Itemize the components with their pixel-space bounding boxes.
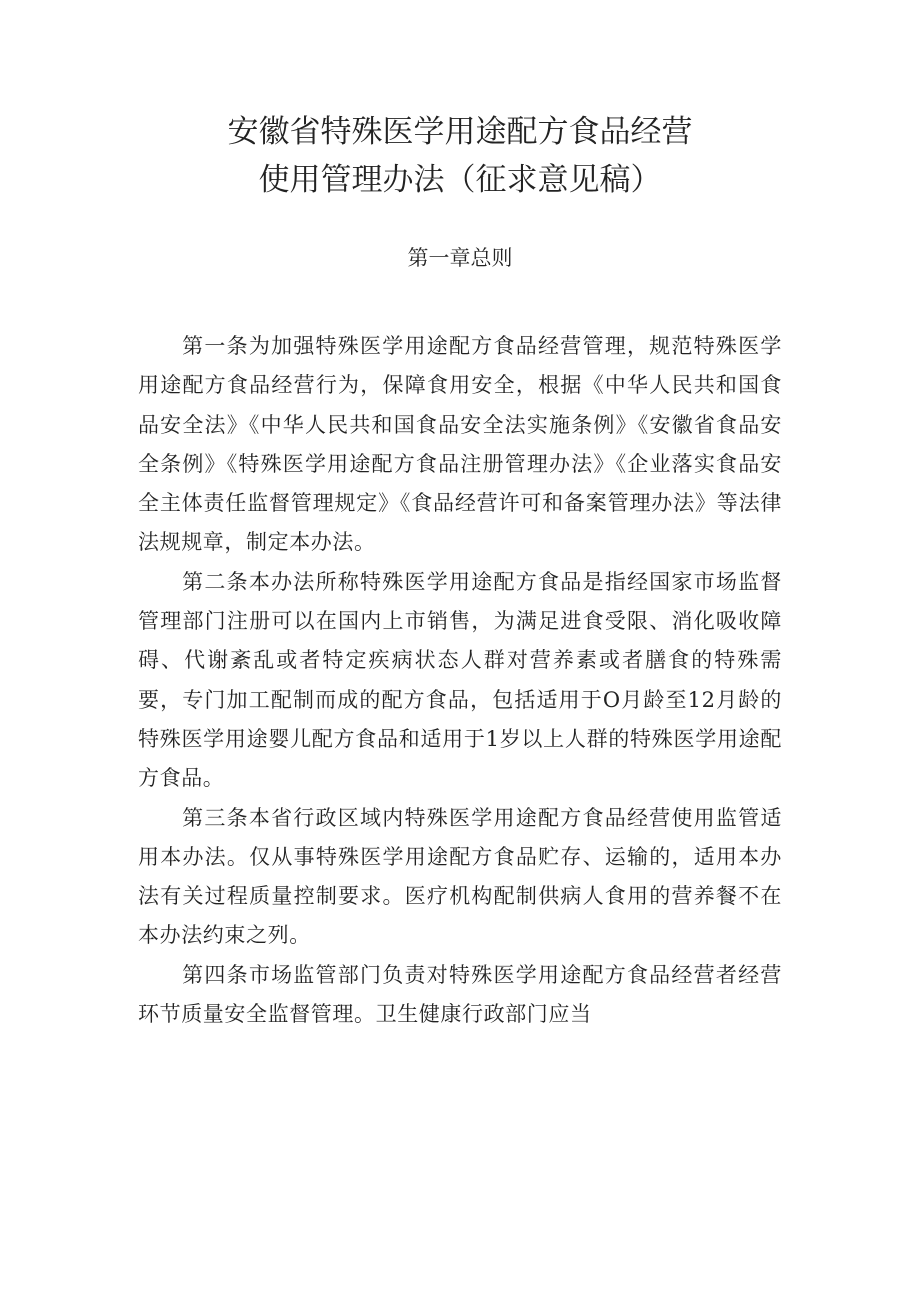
article-2-paragraph: 第二条本办法所称特殊医学用途配方食品是指经国家市场监督管理部门注册可以在国内上市销售，为满足进食受限、消化吸收障碍、代谢紊乱或者特定疾病状态人群对营养素或者膳食的特殊需要，专门加工配制而成的配方食品，包括适用于O月龄至12月龄的特殊医学用途婴儿配方食品和适用于1岁以上人群的特殊医学用途配方食品。 <box>138 569 782 791</box>
chapter-heading: 第一章总则 <box>407 246 513 270</box>
article-3-paragraph: 第三条本省行政区域内特殊医学用途配方食品经营使用监管适用本办法。仅从事特殊医学用途配方食品贮存、运输的，适用本办法有关过程质量控制要求。医疗机构配制供病人食用的营养餐不在本办法约束之列。 <box>138 805 782 948</box>
article-4-paragraph: 第四条市场监管部门负责对特殊医学用途配方食品经营者经营环节质量安全监督管理。卫生健康行政部门应当 <box>138 962 782 1027</box>
article-1-paragraph: 第一条为加强特殊医学用途配方食品经营管理，规范特殊医学用途配方食品经营行为，保障食用安全，根据《中华人民共和国食品安全法》《中华人民共和国食品安全法实施条例》《安徽省食品安全条例》《特殊医学用途配方食品注册管理办法》《企业落实食品安全主体责任监督管理规定》《食品经营许可和备案管理办法》等法律法规规章，制定本办法。 <box>138 334 782 555</box>
title-line-2: 使用管理办法（征求意见稿） <box>258 162 662 198</box>
document-title <box>0 108 920 204</box>
title-line-1: 安徽省特殊医学用途配方食品经营 <box>227 114 693 150</box>
document-body <box>138 327 782 1034</box>
